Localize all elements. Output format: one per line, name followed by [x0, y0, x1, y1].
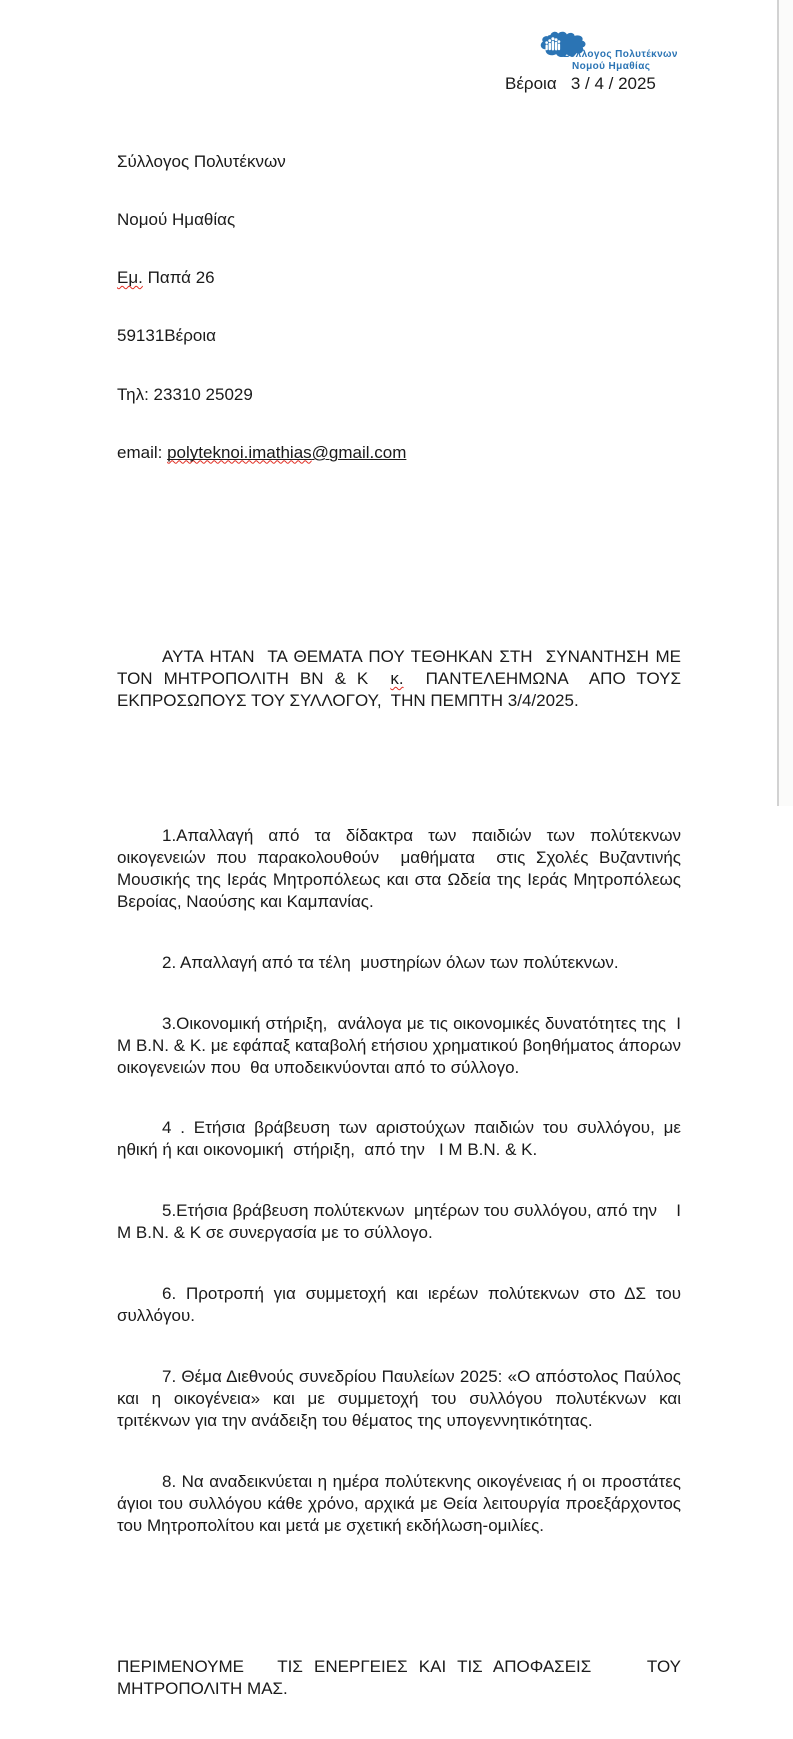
letter-header [117, 74, 681, 559]
agenda-item-5: 5.Ετήσια βράβευση πολύτεκνων μητέρων του συλλόγου, από την Ι Μ Β.Ν. & Κ σε συνεργασία με το σύλλογο. [117, 1201, 686, 1243]
misspelled-text: κ. [390, 668, 404, 688]
email-label: email: [117, 442, 168, 462]
misspelled-text: Εμ. [117, 268, 143, 288]
sender-city-line: 59131Βέροια [117, 326, 216, 346]
logo-text-line-1: Σύλλογος Πολυτέκνων [563, 49, 678, 60]
sender-phone-line: Τηλ: 23310 25029 [117, 384, 253, 404]
sender-address [117, 113, 681, 501]
email-domain: @gmail.com [311, 442, 407, 462]
date-line: Βέροια 3 / 4 / 2025 [505, 74, 656, 93]
agenda-item-2: 2. Απαλλαγή από τα τέλη μυστηρίων όλων των πολύτεκνων. [162, 952, 619, 972]
misspelled-text: polyteknoi.imathias [167, 442, 312, 462]
agenda-item-7: 7. Θέμα Διεθνούς συνεδρίου Παυλείων 2025: «Ο απόστολος Παύλος και η οικογένεια» και με συμμετοχή του συλλόγου πολυτέκνων και τριτέκνων για την ανάδειξη του θέματος της υπογεννητικότητας. [117, 1366, 686, 1430]
page-edge-line [777, 0, 779, 806]
email-link[interactable] [167, 443, 406, 462]
page-margin-strip [779, 0, 793, 806]
agenda-item-8: 8. Να αναδεικνύεται η ημέρα πολύτεκνης οικογένειας ή οι προστάτες άγιοι του συλλόγου κάθε χρόνο, αρχικά με Θεία λειτουργία προεξάρχοντος του Μητροπολίτου και μετά με σχετική εκδήλωση-ομιλίες. [117, 1471, 686, 1535]
sender-prefecture-line: Νομού Ημαθίας [117, 209, 236, 229]
logo-text-line-2: Νομού Ημαθίας [572, 60, 651, 72]
intro-text-after: ΠΑΝΤΕΛΕΗΜΩΝΑ ΑΠΟ ΤΟΥΣ ΕΚΠΡΟΣΩΠΟΥΣ ΤΟΥ ΣΥΛΛΟΓΟΥ, ΤΗΝ ΠΕΜΠΤΗ 3/4/2025. [117, 668, 686, 710]
agenda-item-1: 1.Απαλλαγή από τα δίδακτρα των παιδιών των πολύτεκνων οικογενειών που παρακολουθούν μαθήματα στις Σχολές Βυζαντινής Μουσικής της Ιεράς Μητροπόλεως και στα Ωδεία της Ιεράς Μητροπόλεως Βεροίας, Ναούσης και Καμπανίας. [117, 826, 686, 911]
intro-text-before: ΑΥΤΑ ΗΤΑΝ ΤΑ ΘΕΜΑΤΑ ΠΟΥ ΤΕΘΗΚΑΝ ΣΤΗ ΣΥΝΑΝΤΗΣΗ ΜΕ ΤΟΝ ΜΗΤΡΟΠΟΛΙΤΗ ΒΝ & Κ [117, 646, 696, 688]
closing-paragraph: ΠΕΡΙΜΕΝΟΥΜΕ ΤΙΣ ΕΝΕΡΓΕΙΕΣ ΚΑΙ ΤΙΣ ΑΠΟΦΑΣΕΙΣ ΤΟΥ ΜΗΤΡΟΠΟΛΙΤΗ ΜΑΣ. [117, 1656, 686, 1698]
agenda-item-6: 6. Προτροπή για συμμετοχή και ιερέων πολύτεκνων στο ΔΣ του συλλόγου. [117, 1284, 686, 1326]
agenda-item-4: 4 . Ετήσια βράβευση των αριστούχων παιδιών του συλλόγου, με ηθική ή και οικονομική στήριξη, από την Ι Μ Β.Ν. & Κ. [117, 1118, 686, 1160]
sender-street-line [117, 268, 681, 287]
agenda-list [117, 786, 686, 1575]
street-rest: Παπά 26 [142, 268, 215, 288]
letter-body [117, 559, 696, 1738]
sender-email-line [117, 443, 681, 462]
intro-paragraph [117, 646, 696, 712]
sender-name-line: Σύλλογος Πολυτέκνων [117, 151, 286, 171]
agenda-item-3: 3.Οικονομική στήριξη, ανάλογα με τις οικονομικές δυνατότητες της Ι Μ Β.Ν. & Κ. με εφάπαξ καταβολή ετήσιου χρηματικού βοηθήματος άπορων οικογενειών που θα υποδεικνύονται από το σύλλογο. [117, 1013, 686, 1077]
